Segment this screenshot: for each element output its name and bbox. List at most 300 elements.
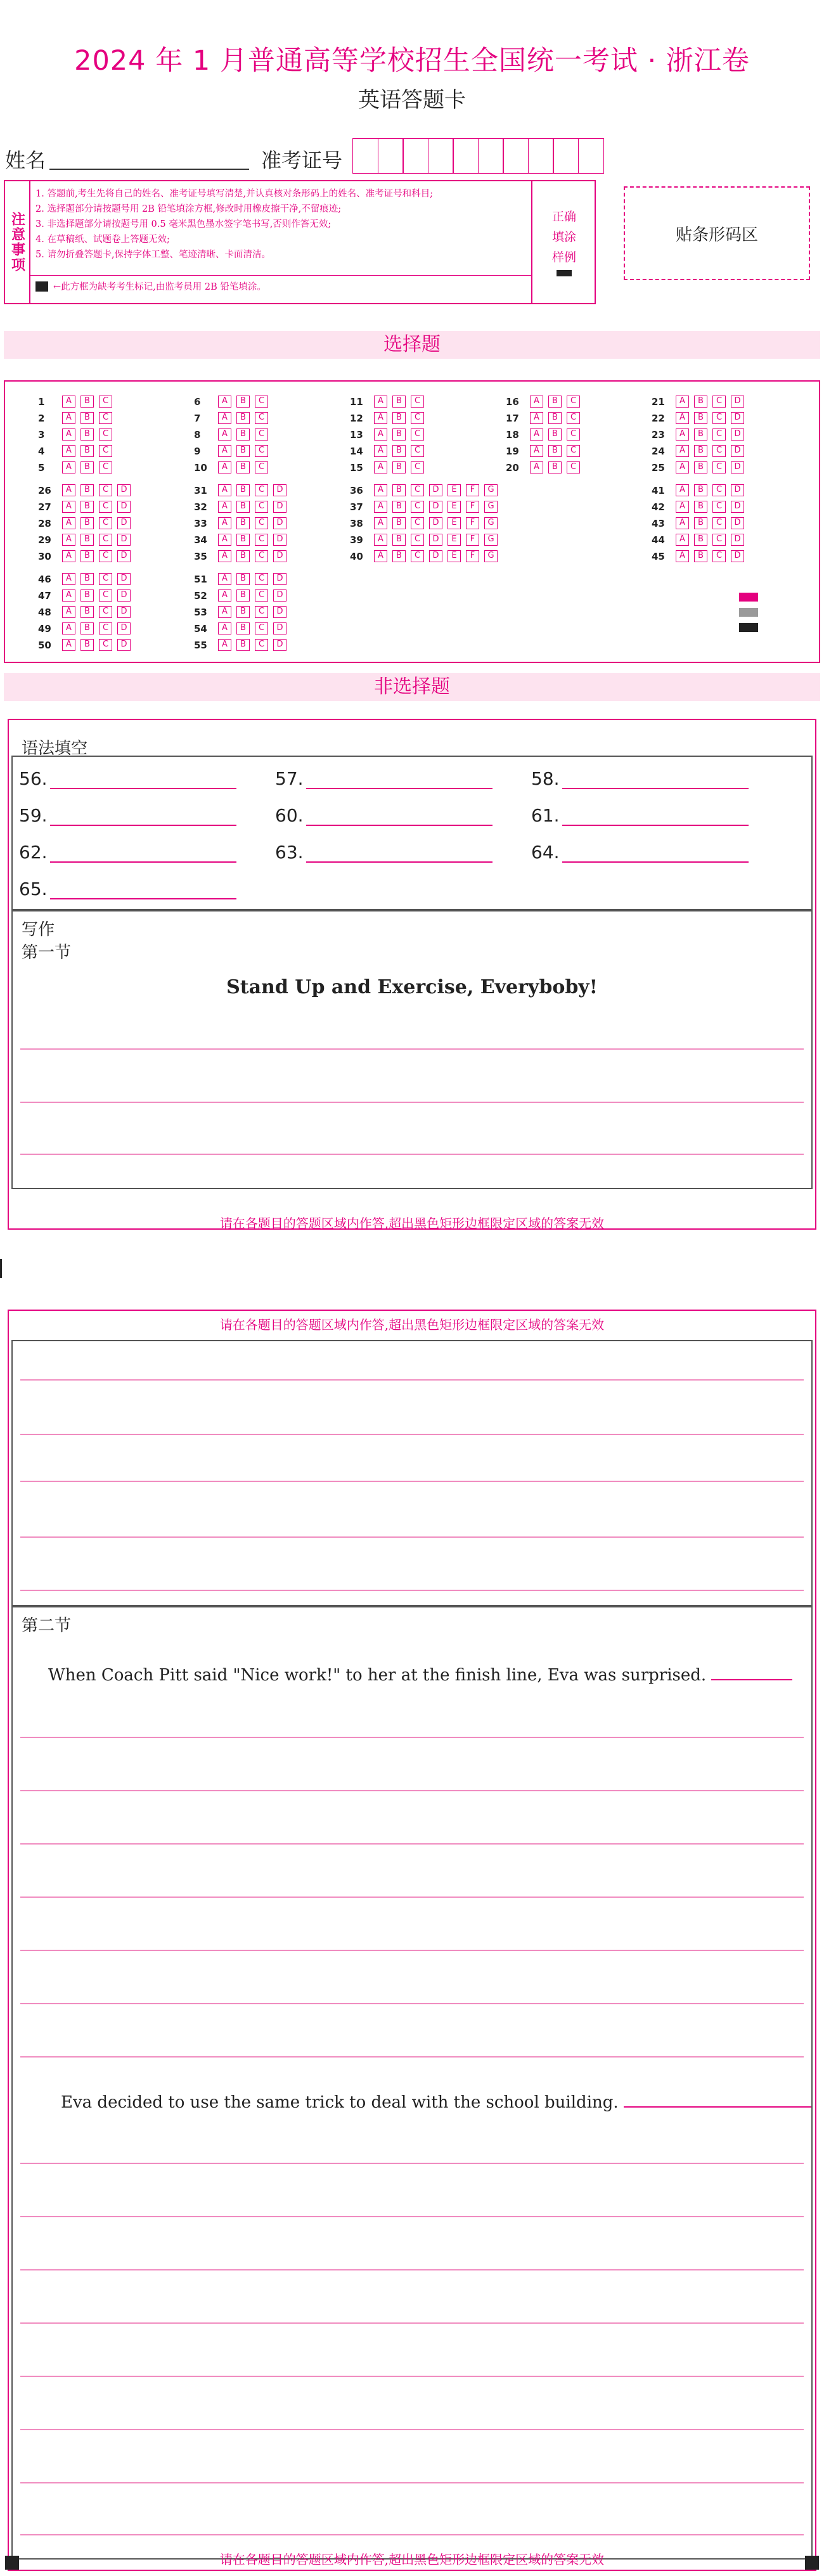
answer-line[interactable]	[50, 770, 236, 789]
barcode-area	[624, 186, 810, 280]
option-bubble[interactable]: E	[447, 534, 461, 546]
option-bubble[interactable]: C	[255, 484, 268, 496]
option-bubble[interactable]: B	[392, 445, 406, 457]
option-bubble[interactable]: B	[236, 606, 250, 618]
option-bubble[interactable]: A	[218, 428, 231, 441]
option-bubble[interactable]: C	[255, 639, 268, 651]
option-bubble[interactable]: C	[567, 461, 580, 473]
option-bubble[interactable]: B	[236, 534, 250, 546]
option-bubble[interactable]: A	[530, 396, 543, 408]
option-bubble[interactable]: A	[62, 445, 75, 457]
option-bubble[interactable]: B	[236, 501, 250, 513]
option-bubble[interactable]: A	[374, 412, 387, 424]
paragraph2-prompt	[61, 2093, 811, 2112]
option-bubble[interactable]: C	[712, 484, 726, 496]
writing-line[interactable]	[20, 1790, 804, 1791]
option-bubble[interactable]: C	[255, 534, 268, 546]
option-bubble[interactable]: C	[99, 396, 112, 408]
option-bubble[interactable]: B	[548, 396, 562, 408]
question-number: 1	[38, 396, 45, 408]
option-bubble[interactable]: B	[694, 396, 707, 408]
id-digit-box[interactable]	[378, 138, 404, 174]
question-number: 33	[194, 517, 207, 529]
answer-line[interactable]	[50, 844, 236, 863]
id-digit-box[interactable]	[528, 138, 554, 174]
option-bubble[interactable]: D	[117, 573, 131, 585]
option-bubble[interactable]: D	[273, 606, 286, 618]
answer-line[interactable]	[306, 807, 492, 826]
option-bubble[interactable]: C	[255, 606, 268, 618]
option-bubble[interactable]: C	[411, 461, 424, 473]
option-bubble[interactable]: E	[447, 484, 461, 496]
option-bubble[interactable]: B	[392, 501, 406, 513]
option-bubble[interactable]: A	[676, 412, 689, 424]
option-bubble[interactable]: A	[218, 501, 231, 513]
grammar-blank	[275, 805, 492, 826]
id-digit-box[interactable]	[428, 138, 454, 174]
option-bubble[interactable]: C	[255, 501, 268, 513]
option-bubble[interactable]: B	[236, 428, 250, 441]
option-bubble[interactable]: C	[255, 412, 268, 424]
id-digit-box[interactable]	[578, 138, 604, 174]
option-bubble[interactable]: C	[411, 484, 424, 496]
option-bubble[interactable]: D	[117, 550, 131, 562]
option-bubble[interactable]: A	[62, 622, 75, 634]
option-bubble[interactable]: B	[236, 573, 250, 585]
option-bubble[interactable]: A	[676, 461, 689, 473]
writing-line[interactable]	[20, 1590, 804, 1591]
option-bubble[interactable]: A	[374, 445, 387, 457]
option-bubble[interactable]: D	[731, 550, 744, 562]
question-number: 35	[194, 550, 207, 562]
option-bubble[interactable]: D	[731, 484, 744, 496]
option-bubble[interactable]: A	[218, 396, 231, 408]
name-field[interactable]	[49, 169, 249, 170]
question-row	[194, 411, 273, 425]
writing-line[interactable]	[20, 2482, 804, 2483]
option-bubble[interactable]: B	[80, 396, 94, 408]
writing-line[interactable]	[20, 1048, 804, 1050]
option-bubble[interactable]: A	[62, 639, 75, 651]
option-bubble[interactable]: D	[117, 534, 131, 546]
question-number: 40	[350, 550, 363, 562]
option-bubble[interactable]: C	[255, 622, 268, 634]
option-bubble[interactable]: B	[548, 412, 562, 424]
option-bubble[interactable]: C	[99, 606, 112, 618]
option-bubble[interactable]: C	[99, 501, 112, 513]
question-number: 2	[38, 412, 45, 424]
option-bubble[interactable]: B	[392, 517, 406, 529]
paragraph1-prompt-text: When Coach Pitt said "Nice work!" to her at the finish line, Eva was surprised.	[48, 1666, 707, 1685]
writing-line[interactable]	[20, 2216, 804, 2217]
option-bubble[interactable]: A	[218, 550, 231, 562]
option-bubble[interactable]: A	[374, 461, 387, 473]
option-bubble[interactable]: A	[374, 484, 387, 496]
writing-line[interactable]	[20, 1737, 804, 1738]
option-bubble[interactable]: C	[255, 573, 268, 585]
option-bubble[interactable]: D	[273, 534, 286, 546]
option-bubble[interactable]: C	[99, 517, 112, 529]
question-row	[194, 572, 292, 586]
option-bubble[interactable]: D	[273, 639, 286, 651]
option-bubble[interactable]: C	[255, 550, 268, 562]
option-bubble[interactable]: C	[99, 639, 112, 651]
id-digit-box[interactable]	[453, 138, 479, 174]
option-bubble[interactable]: C	[567, 445, 580, 457]
option-bubble[interactable]: C	[567, 396, 580, 408]
absent-mark-box[interactable]	[35, 281, 48, 292]
exam-id-boxes[interactable]	[352, 138, 603, 174]
option-bubble[interactable]: A	[676, 428, 689, 441]
option-bubble[interactable]: A	[62, 550, 75, 562]
option-bubble[interactable]: A	[676, 501, 689, 513]
option-bubble[interactable]: C	[255, 589, 268, 602]
option-bubble[interactable]: B	[392, 550, 406, 562]
option-bubble[interactable]: A	[218, 606, 231, 618]
writing-line[interactable]	[20, 1434, 804, 1435]
option-bubble[interactable]: C	[712, 550, 726, 562]
writing-line[interactable]	[20, 1379, 804, 1381]
option-bubble[interactable]: C	[99, 534, 112, 546]
option-bubble[interactable]: A	[374, 428, 387, 441]
id-digit-box[interactable]	[503, 138, 529, 174]
question-row	[350, 499, 503, 514]
option-bubble[interactable]: B	[548, 428, 562, 441]
option-bubble[interactable]: E	[447, 517, 461, 529]
writing-line[interactable]	[20, 2056, 804, 2058]
option-bubble[interactable]: G	[484, 501, 498, 513]
option-bubble[interactable]: A	[62, 396, 75, 408]
option-bubble[interactable]: D	[273, 589, 286, 602]
option-bubble[interactable]: A	[62, 412, 75, 424]
writing-line[interactable]	[20, 2429, 804, 2430]
option-bubble[interactable]: F	[466, 484, 479, 496]
answer-line[interactable]	[50, 807, 236, 826]
option-bubble[interactable]: B	[80, 534, 94, 546]
option-bubble[interactable]: A	[62, 573, 75, 585]
option-bubble[interactable]: D	[117, 622, 131, 634]
writing-line[interactable]	[20, 1481, 804, 1482]
option-bubble[interactable]: D	[273, 573, 286, 585]
writing-line[interactable]	[20, 1950, 804, 1951]
option-bubble[interactable]: B	[694, 550, 707, 562]
option-bubble[interactable]: B	[80, 622, 94, 634]
question-row	[38, 411, 117, 425]
option-bubble[interactable]: B	[236, 622, 250, 634]
option-bubble[interactable]: A	[218, 622, 231, 634]
question-row	[350, 444, 429, 458]
option-bubble[interactable]: D	[117, 639, 131, 651]
option-bubble[interactable]: D	[731, 412, 744, 424]
option-bubble[interactable]: C	[411, 396, 424, 408]
option-bubble[interactable]: C	[567, 412, 580, 424]
option-bubble[interactable]: A	[676, 534, 689, 546]
writing-line[interactable]	[20, 2163, 804, 2164]
writing-line[interactable]	[20, 1897, 804, 1898]
option-bubble[interactable]: D	[429, 550, 442, 562]
writing-line[interactable]	[711, 1679, 792, 1680]
option-bubble[interactable]: B	[236, 445, 250, 457]
option-bubble[interactable]: C	[99, 622, 112, 634]
option-bubble[interactable]: D	[429, 501, 442, 513]
question-number: 43	[652, 517, 665, 529]
absent-mark[interactable]	[35, 280, 266, 293]
option-bubble[interactable]: D	[117, 606, 131, 618]
option-bubble[interactable]: C	[411, 534, 424, 546]
option-bubble[interactable]: C	[99, 573, 112, 585]
option-bubble[interactable]: B	[236, 461, 250, 473]
option-bubble[interactable]: A	[62, 484, 75, 496]
option-bubble[interactable]: C	[411, 445, 424, 457]
option-bubble[interactable]: B	[236, 589, 250, 602]
option-bubble[interactable]: A	[62, 461, 75, 473]
option-bubble[interactable]: C	[255, 461, 268, 473]
option-bubble[interactable]: C	[255, 445, 268, 457]
option-bubble[interactable]: A	[218, 461, 231, 473]
option-bubble[interactable]: F	[466, 517, 479, 529]
option-bubble[interactable]: B	[80, 573, 94, 585]
option-bubble[interactable]: G	[484, 484, 498, 496]
question-row	[194, 621, 292, 636]
option-bubble[interactable]: A	[218, 445, 231, 457]
option-bubble[interactable]: B	[392, 484, 406, 496]
option-bubble[interactable]: B	[80, 639, 94, 651]
option-bubble[interactable]: B	[80, 589, 94, 602]
writing-line[interactable]	[20, 2269, 804, 2270]
option-bubble[interactable]: C	[99, 461, 112, 473]
option-bubble[interactable]: A	[62, 517, 75, 529]
option-bubble[interactable]: G	[484, 550, 498, 562]
option-bubble[interactable]: B	[694, 501, 707, 513]
id-digit-box[interactable]	[478, 138, 504, 174]
option-bubble[interactable]: D	[731, 428, 744, 441]
option-bubble[interactable]: C	[712, 396, 726, 408]
option-bubble[interactable]: B	[236, 550, 250, 562]
option-bubble[interactable]: A	[62, 501, 75, 513]
grammar-blank	[19, 805, 236, 826]
option-bubble[interactable]: C	[255, 428, 268, 441]
option-bubble[interactable]: A	[62, 534, 75, 546]
answer-line[interactable]	[50, 880, 236, 899]
option-bubble[interactable]: G	[484, 534, 498, 546]
option-bubble[interactable]: B	[80, 606, 94, 618]
question-number: 41	[652, 484, 665, 496]
option-bubble[interactable]: C	[411, 550, 424, 562]
option-bubble[interactable]: C	[712, 445, 726, 457]
option-bubble[interactable]: A	[374, 517, 387, 529]
option-bubble[interactable]: A	[62, 428, 75, 441]
option-bubble[interactable]: D	[273, 622, 286, 634]
option-bubble[interactable]: A	[530, 461, 543, 473]
option-bubble[interactable]: B	[694, 534, 707, 546]
option-bubble[interactable]: D	[731, 517, 744, 529]
option-bubble[interactable]: G	[484, 517, 498, 529]
option-bubble[interactable]: E	[447, 501, 461, 513]
option-bubble[interactable]: B	[80, 550, 94, 562]
option-bubble[interactable]: E	[447, 550, 461, 562]
answer-line[interactable]	[562, 807, 749, 826]
id-digit-box[interactable]	[352, 138, 378, 174]
option-bubble[interactable]: B	[694, 412, 707, 424]
option-bubble[interactable]: B	[80, 461, 94, 473]
writing-line[interactable]	[624, 2106, 811, 2108]
option-bubble[interactable]: A	[62, 589, 75, 602]
option-bubble[interactable]: F	[466, 550, 479, 562]
id-digit-box[interactable]	[553, 138, 579, 174]
option-bubble[interactable]: F	[466, 534, 479, 546]
option-bubble[interactable]: B	[392, 412, 406, 424]
option-bubble[interactable]: F	[466, 501, 479, 513]
writing-line[interactable]	[20, 2534, 804, 2535]
blank-number: 57.	[275, 768, 304, 789]
header-note: 请在各题目的答题区域内作答,超出黑色矩形边框限定区域的答案无效	[219, 1317, 605, 1332]
option-bubble[interactable]: D	[273, 501, 286, 513]
question-row	[652, 483, 749, 498]
answer-line[interactable]	[306, 844, 492, 863]
option-bubble[interactable]: C	[712, 461, 726, 473]
option-bubble[interactable]: D	[731, 501, 744, 513]
option-bubble[interactable]: D	[117, 501, 131, 513]
writing-line[interactable]	[20, 1102, 804, 1103]
option-bubble[interactable]: C	[712, 428, 726, 441]
option-bubble[interactable]: C	[99, 484, 112, 496]
writing-line[interactable]	[20, 2322, 804, 2324]
option-bubble[interactable]: C	[255, 396, 268, 408]
option-bubble[interactable]: B	[80, 501, 94, 513]
option-bubble[interactable]: C	[712, 501, 726, 513]
option-bubble[interactable]: A	[676, 396, 689, 408]
option-bubble[interactable]: A	[676, 484, 689, 496]
option-bubble[interactable]: D	[429, 484, 442, 496]
option-bubble[interactable]: A	[62, 606, 75, 618]
option-bubble[interactable]: C	[99, 445, 112, 457]
option-bubble[interactable]: B	[694, 428, 707, 441]
option-bubble[interactable]: D	[429, 517, 442, 529]
question-number: 50	[38, 639, 51, 651]
option-bubble[interactable]: B	[80, 412, 94, 424]
question-number: 4	[38, 445, 45, 457]
option-bubble[interactable]: C	[411, 428, 424, 441]
question-row	[506, 444, 585, 458]
option-bubble[interactable]: C	[99, 428, 112, 441]
option-bubble[interactable]: C	[712, 412, 726, 424]
option-bubble[interactable]: B	[80, 445, 94, 457]
option-bubble[interactable]: C	[255, 517, 268, 529]
option-bubble[interactable]: B	[694, 461, 707, 473]
option-bubble[interactable]: D	[117, 589, 131, 602]
question-row	[194, 427, 273, 442]
option-bubble[interactable]: A	[676, 517, 689, 529]
option-bubble[interactable]: A	[218, 639, 231, 651]
option-bubble[interactable]: B	[548, 445, 562, 457]
option-bubble[interactable]: A	[218, 589, 231, 602]
writing-line[interactable]	[20, 1843, 804, 1845]
option-bubble[interactable]: B	[236, 517, 250, 529]
option-bubble[interactable]: D	[731, 534, 744, 546]
answer-line[interactable]	[562, 844, 749, 863]
question-row	[38, 532, 136, 547]
option-bubble[interactable]: A	[374, 550, 387, 562]
option-bubble[interactable]: D	[117, 484, 131, 496]
option-bubble[interactable]: B	[392, 534, 406, 546]
option-bubble[interactable]: A	[676, 445, 689, 457]
option-bubble[interactable]: B	[548, 461, 562, 473]
question-row	[506, 460, 585, 475]
option-bubble[interactable]: A	[218, 573, 231, 585]
option-bubble[interactable]: A	[530, 428, 543, 441]
option-bubble[interactable]: C	[567, 428, 580, 441]
option-bubble[interactable]: D	[273, 484, 286, 496]
option-bubble[interactable]: C	[712, 517, 726, 529]
option-bubble[interactable]: C	[411, 517, 424, 529]
option-bubble[interactable]: B	[236, 412, 250, 424]
option-bubble[interactable]: B	[392, 428, 406, 441]
blank-number: 63.	[275, 842, 304, 863]
option-bubble[interactable]: A	[374, 534, 387, 546]
option-bubble[interactable]: C	[712, 534, 726, 546]
option-bubble[interactable]: D	[273, 517, 286, 529]
option-bubble[interactable]: C	[411, 412, 424, 424]
option-bubble[interactable]: B	[80, 484, 94, 496]
option-bubble[interactable]: B	[80, 428, 94, 441]
question-row	[506, 427, 585, 442]
writing-line[interactable]	[20, 2376, 804, 2377]
writing-line[interactable]	[20, 2003, 804, 2004]
option-bubble[interactable]: A	[218, 484, 231, 496]
answer-line[interactable]	[306, 770, 492, 789]
option-bubble[interactable]: D	[731, 445, 744, 457]
id-digit-box[interactable]	[402, 138, 428, 174]
writing-line[interactable]	[20, 1154, 804, 1155]
legend-pink-mark	[739, 593, 758, 602]
question-number: 3	[38, 428, 45, 441]
option-bubble[interactable]: B	[236, 639, 250, 651]
option-bubble[interactable]: A	[374, 396, 387, 408]
option-bubble[interactable]: A	[530, 412, 543, 424]
option-bubble[interactable]: C	[99, 589, 112, 602]
option-bubble[interactable]: B	[80, 517, 94, 529]
answer-line[interactable]	[562, 770, 749, 789]
option-bubble[interactable]: D	[731, 396, 744, 408]
option-bubble[interactable]: B	[694, 445, 707, 457]
option-bubble[interactable]: C	[411, 501, 424, 513]
option-bubble[interactable]: C	[99, 412, 112, 424]
option-bubble[interactable]: D	[273, 550, 286, 562]
option-bubble[interactable]: C	[99, 550, 112, 562]
option-bubble[interactable]: D	[429, 534, 442, 546]
writing-line[interactable]	[20, 1536, 804, 1538]
option-bubble[interactable]: A	[676, 550, 689, 562]
option-bubble[interactable]: D	[731, 461, 744, 473]
option-bubble[interactable]: A	[374, 501, 387, 513]
option-bubble[interactable]: B	[392, 396, 406, 408]
option-bubble[interactable]: A	[530, 445, 543, 457]
question-number: 31	[194, 484, 207, 496]
option-bubble[interactable]: D	[117, 517, 131, 529]
option-bubble[interactable]: A	[218, 517, 231, 529]
name-label: 姓名	[5, 148, 46, 172]
option-bubble[interactable]: B	[236, 484, 250, 496]
question-row	[38, 621, 136, 636]
footer-note: 请在各题目的答题区域内作答,超出黑色矩形边框限定区域的答案无效	[219, 1216, 605, 1231]
option-bubble[interactable]: B	[392, 461, 406, 473]
option-bubble[interactable]: A	[218, 534, 231, 546]
footer-note-2: 请在各题目的答题区域内作答,超出黑色矩形边框限定区域的答案无效	[219, 2552, 605, 2567]
option-bubble[interactable]: B	[694, 484, 707, 496]
option-bubble[interactable]: B	[236, 396, 250, 408]
option-bubble[interactable]: A	[218, 412, 231, 424]
option-bubble[interactable]: B	[694, 517, 707, 529]
